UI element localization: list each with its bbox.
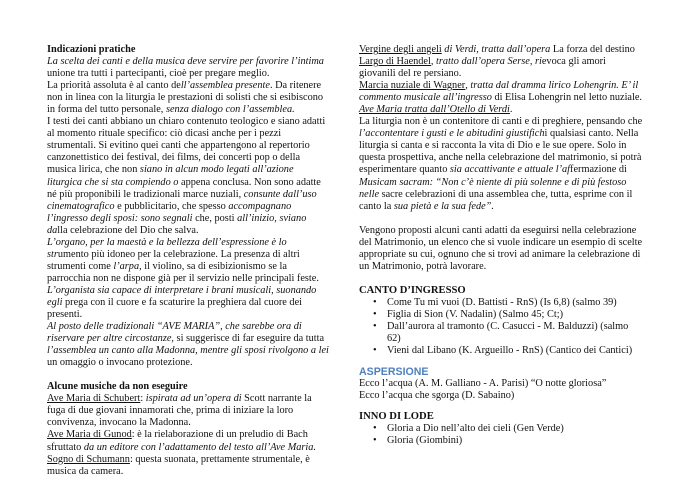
text-underline: Vergine degli angeli xyxy=(359,44,442,55)
list-item: • Dall’aurora al tramonto (C. Casucci - M. Balduzzi) (salmo 62) xyxy=(359,321,643,345)
text: prega con il cuore e fa scaturire la preghiera dal cuore dei presenti. xyxy=(47,296,303,321)
text-italic-underline: Ave Maria tratta dall’Otello di Verdi xyxy=(359,104,510,116)
text-italic: , tratto dall’opera Serse, ri xyxy=(430,56,542,68)
text: che, posti xyxy=(192,212,235,224)
text: fermazione di xyxy=(570,164,627,176)
paragraph-intro xyxy=(47,56,329,80)
text-underline: Largo di Haendel xyxy=(359,56,431,68)
text-italic: ll’assemblea presente xyxy=(180,80,270,92)
text-italic: L’organo, per la maestà e la bellezza dell’espressione è lo str xyxy=(47,236,287,260)
paragraph-organista xyxy=(47,285,329,369)
list-item: • Vieni dal Libano (K. Argueillo - RnS) (Cantico dei Cantici) xyxy=(359,345,643,357)
intro-text: unione tra tutti i partecipanti, cioè per pregare meglio. xyxy=(47,68,270,80)
text: di Elisa Lohengrin nel letto nuziale. xyxy=(491,92,643,104)
text: si suggerisce di far eseguire da tutta xyxy=(173,333,325,345)
text: : è la rielaborazione di un preludio di Bach sfruttato xyxy=(47,429,308,453)
text-italic: da un editore con l’adattamento del testo all’Ave Maria. xyxy=(81,441,317,453)
right-column xyxy=(359,44,643,447)
text-underline: Ave Maria di Schubert xyxy=(47,393,141,405)
text: . Da ritenere non in linea con la liturgia le prestazioni di solisti che si esibiscono in forma del tutto personale, xyxy=(47,80,324,116)
text: Scott narrante la fuga di due giovani innamorati che, prima di iniziare la loro convivenza, invocano la Madonna. xyxy=(47,393,312,429)
item-schubert xyxy=(47,393,329,429)
text: I testi dei canti abbiano un chiaro contenuto teologico e siano adatti al momento rituale specifico: ciò dicasi anche per i pezzi strumentali. Si evitino quei canti che appartengono al repertorio canzonettistico dei festival, dei films, dei concerti pop o della musica lirica, che non xyxy=(47,116,326,176)
list-inno-di-lode xyxy=(359,423,643,447)
item-gunod xyxy=(47,429,329,453)
text-underline: Marcia nuziale di Wagner xyxy=(359,80,466,92)
text-italic: di Verdi, tratta dall’opera xyxy=(441,44,551,55)
text-italic: , tratta dal dramma lirico Lohengrin. E’ il commento musicale all’ingresso xyxy=(359,80,639,104)
text-italic: sua pietà e la sua fede”. xyxy=(391,200,494,212)
text-italic: ispirata ad un’opera di xyxy=(143,393,242,405)
paragraph-organo xyxy=(47,237,329,285)
text: umento più idoneo per la celebrazione. La presenza di altri strumenti come xyxy=(47,248,300,272)
list-item: • Gloria (Giombini) xyxy=(359,435,643,447)
text: e pubblicitario, che spesso xyxy=(114,200,226,212)
paragraph-liturgia xyxy=(359,116,643,212)
text: : xyxy=(140,393,144,405)
list-item: • Come Tu mi vuoi (D. Battisti - RnS) (Is 6,8) (salmo 39) xyxy=(359,297,643,309)
text-italic: l’arpa, xyxy=(110,260,142,272)
text-italic: l’accontentare i gusti e le abitudini giustifich xyxy=(359,128,545,140)
item-vergine xyxy=(359,44,643,56)
text: un omaggio o invocano protezione. xyxy=(47,357,193,369)
text: La priorità assoluta è al canto de xyxy=(47,80,181,92)
text-italic: consunte dall’uso cinematografico xyxy=(47,188,317,212)
text-underline: Ave Maria di Gunod xyxy=(47,429,132,441)
item-otello xyxy=(359,104,643,116)
intro-italic: La scelta dei canti e della musica deve servire per favorire l’intima xyxy=(47,56,324,68)
text-italic: Musicam sacram: “Non c’è niente di più solenne e di più festoso nelle xyxy=(359,176,627,200)
text: sacre celebrazioni di una assemblea che, tutta, esprime con il canto la xyxy=(359,188,633,212)
heading-canto-ingresso: CANTO D’INGRESSO xyxy=(359,284,466,296)
text-underline: Sogno di Schumann xyxy=(47,453,130,465)
text-italic: l’assemblea un canto alla Madonna, mentre gli sposi rivolgono a lei xyxy=(47,345,329,357)
paragraph-testi xyxy=(47,116,329,236)
heading-indicazioni: Indicazioni pratiche xyxy=(47,44,136,55)
paragraph-proposti: Vengono proposti alcuni canti adatti da eseguirsi nella celebrazione del Matrimonio, un elenco che si vuole indicare un esempio di scelte appropriate su cui, ognuno che si trovi ad animare la celebrazione di un Matrimonio, potrà lavorare. xyxy=(359,224,643,272)
list-canto-ingresso xyxy=(359,297,643,357)
text: appena conclusa. Non sono adatte né più proponibili le tradizionali marce nuziali, xyxy=(47,176,321,200)
list-item: Ecco l’acqua (A. M. Galliano - A. Parisi) “O notte gloriosa” xyxy=(359,378,607,390)
heading-aspersione: ASPERSIONE xyxy=(359,366,429,379)
heading-inno-di-lode: INNO DI LODE xyxy=(359,411,434,423)
text: . xyxy=(509,104,513,116)
item-schumann xyxy=(47,454,329,478)
text: il violino, sa di esibizionismo se la parrocchia non ne dispone già per il servizio nelle principali feste. xyxy=(47,260,319,284)
text: La forza del destino xyxy=(550,44,635,55)
list-item: • Gloria a Dio nell’alto dei cieli (Gen Verde) xyxy=(359,423,643,435)
list-item: Ecco l’acqua che sgorga (D. Sabaino) xyxy=(359,390,515,402)
text-italic: sia accattivante e attuale l’af xyxy=(447,164,571,176)
text-italic: L’organista sia capace di interpretare i brani musicali, suonando egli xyxy=(47,284,317,308)
text: i qualsiasi canto. Nella liturgia si canta e si racconta la vita di Dio e le sue opere. Solo in questa prospettiva, anche nella celebrazione del matrimonio, si potrà esperimentare quanto xyxy=(359,128,642,176)
text: : questa suonata, prettamente strumentale, è musica da camera. xyxy=(47,453,310,477)
text-italic: Al posto delle tradizionali “AVE MARIA”, che sarebbe ora di riservare per altre circostanze, xyxy=(47,321,302,345)
text-italic: accompagnano l’ingresso degli sposi: sono segnali xyxy=(47,200,292,224)
list-item: • Figlia di Sion (V. Nadalin) (Salmo 45; Ct;) xyxy=(359,309,643,321)
text: lla celebrazione del Dio che salva. xyxy=(57,224,199,236)
item-haendel xyxy=(359,56,643,80)
text-italic: siano in alcun modo legati all’azione liturgica che si sta compiendo o xyxy=(47,164,294,188)
text: evoca gli amori giovanili del re persiano. xyxy=(359,56,606,80)
text-italic: senza dialogo con l’assemblea. xyxy=(163,104,295,116)
paragraph-priorita xyxy=(47,80,329,116)
item-wagner xyxy=(359,80,643,104)
text: La liturgia non è un contenitore di canti e di preghiere, pensando che xyxy=(359,116,643,128)
left-column xyxy=(47,44,329,478)
text-italic: all’inizio, sviano da xyxy=(47,212,307,236)
heading-musiche-non-eseguire: Alcune musiche da non eseguire xyxy=(47,381,188,393)
